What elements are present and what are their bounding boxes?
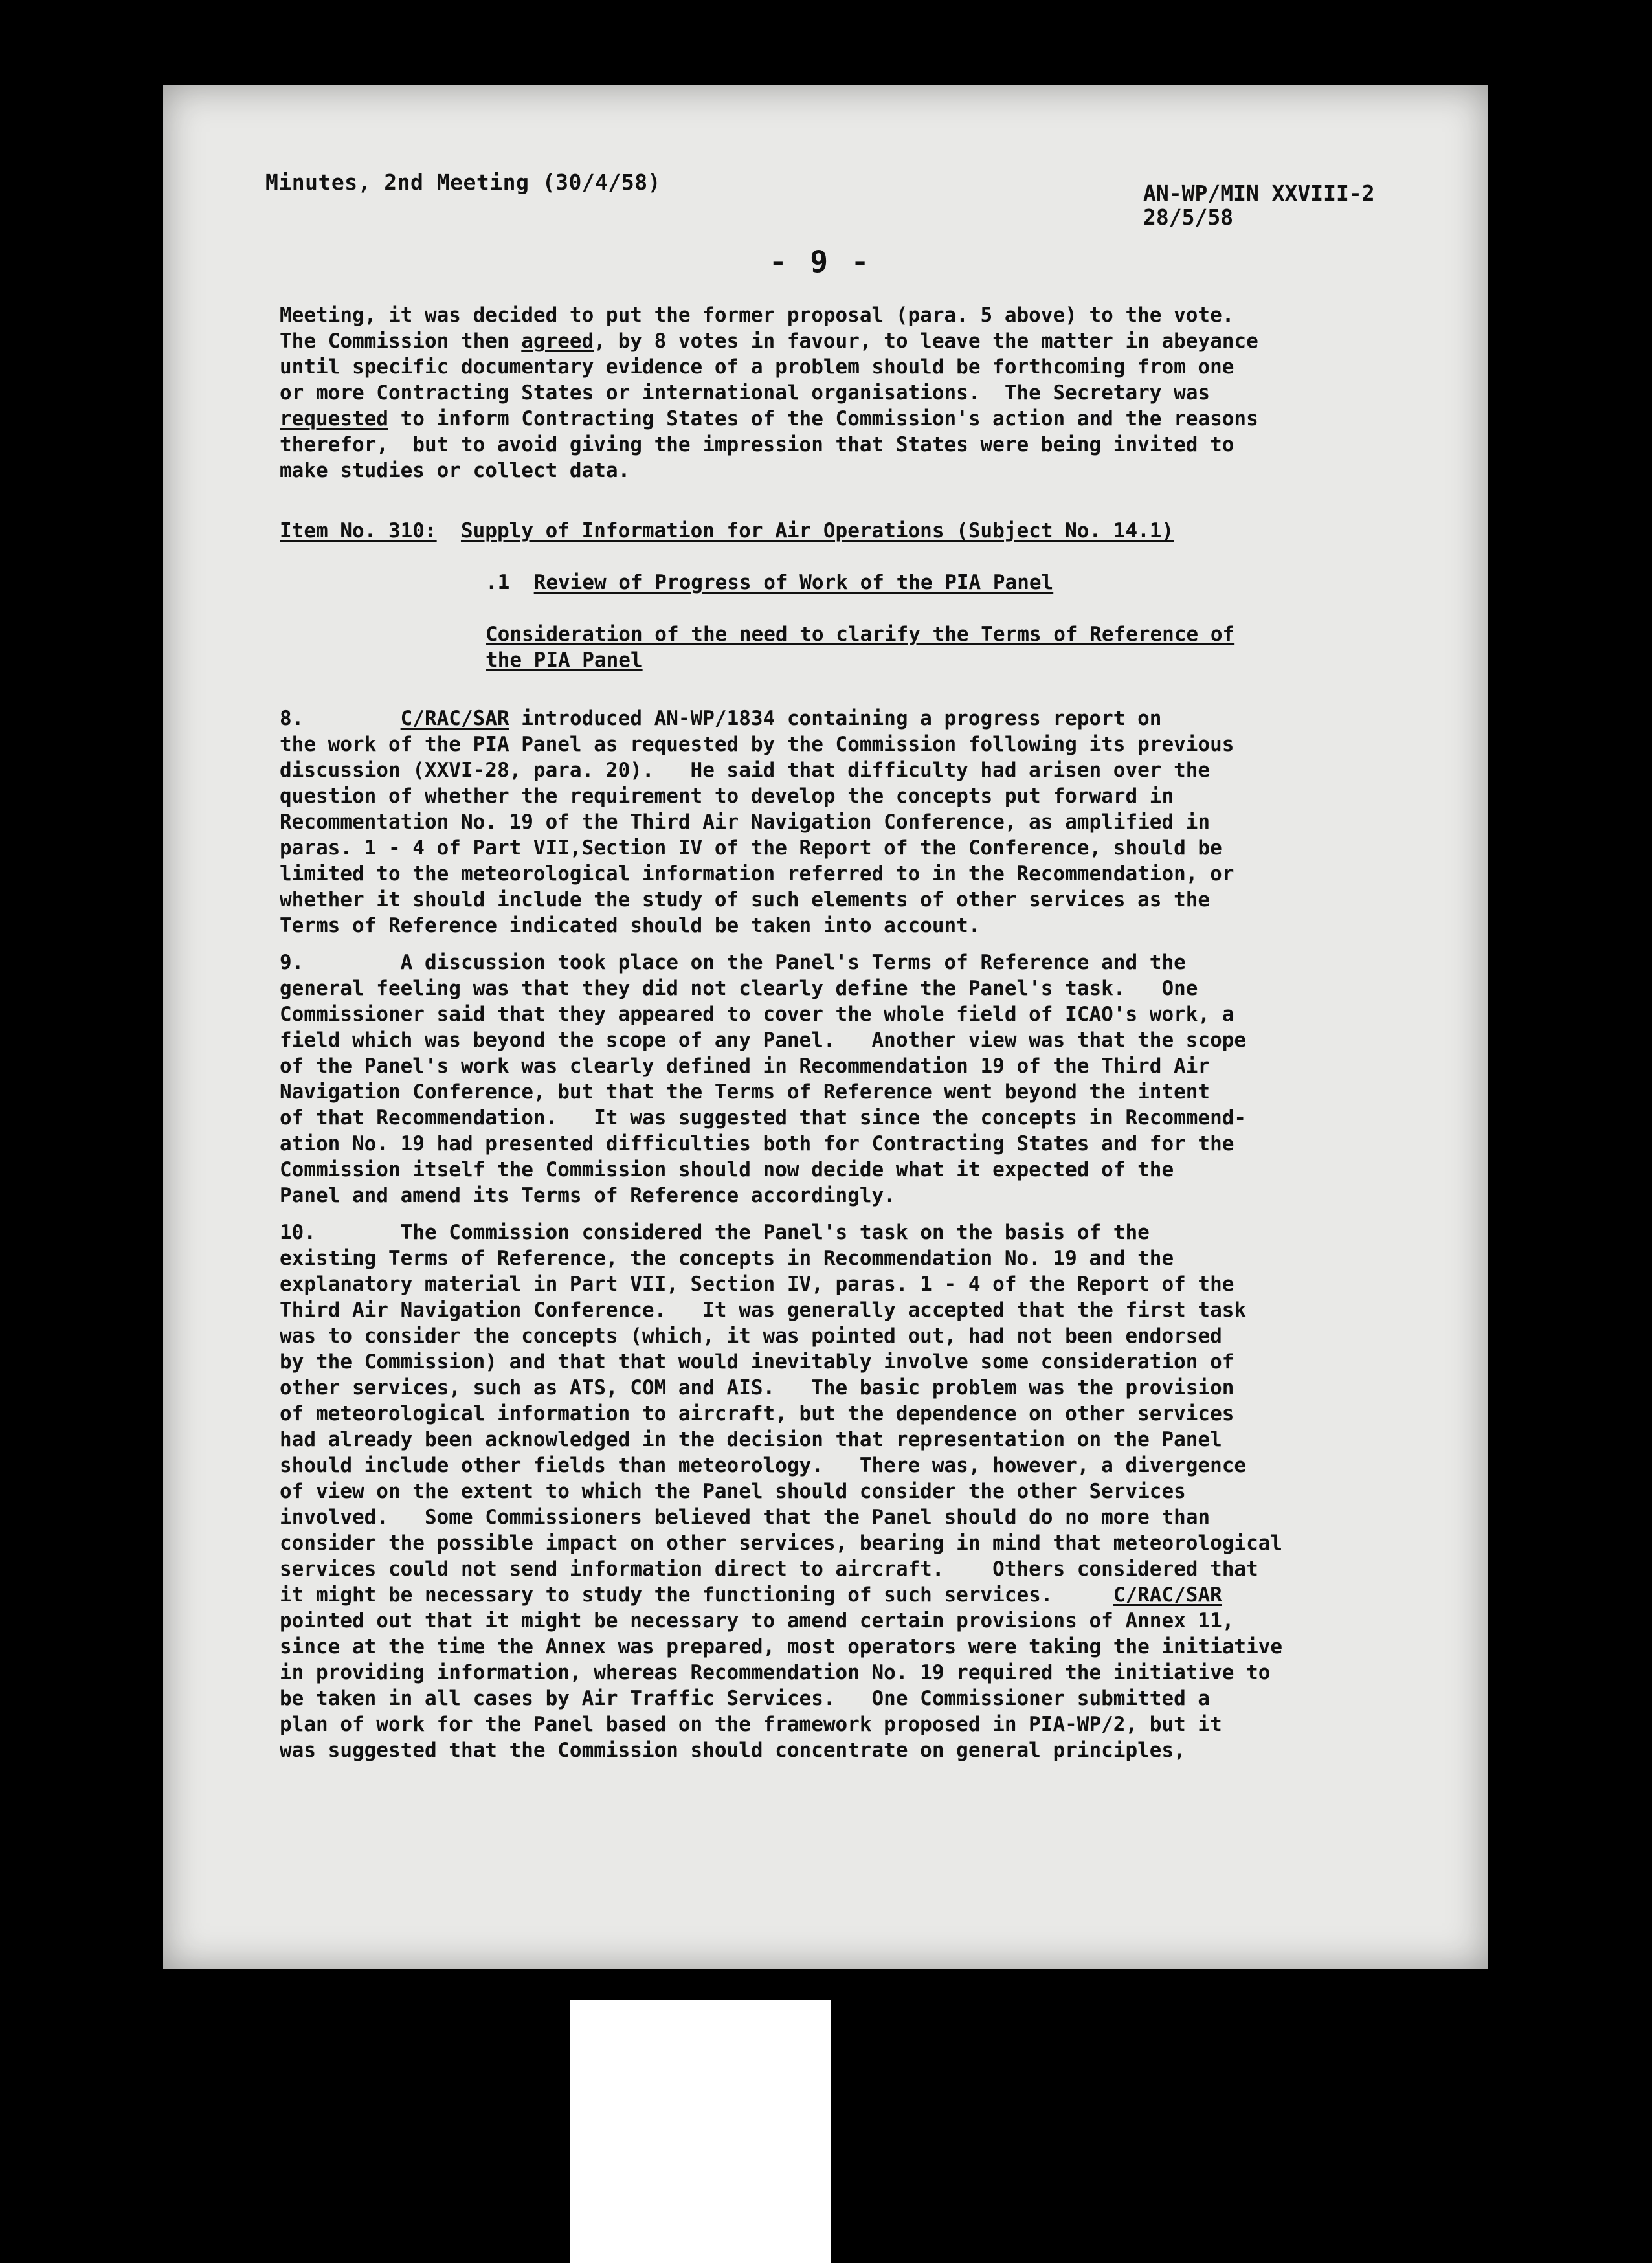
text-line: since at the time the Annex was prepared, most operators were taking the initiative (280, 1635, 1283, 1658)
consideration-line: the PIA Panel (486, 649, 643, 672)
text-line: whether it should include the study of such elements of other services as the (280, 888, 1211, 911)
text-line: was suggested that the Commission should concentrate on general principles, (280, 1739, 1186, 1762)
text-line: question of whether the requirement to develop the concepts put forward in (280, 785, 1174, 808)
paragraph-8 (280, 706, 1419, 939)
text-line: or more Contracting States or international organisations. The Secretary was (280, 381, 1211, 405)
text-line: pointed out that it might be necessary to amend certain provisions of Annex 11, (280, 1609, 1234, 1633)
item-label: Item No. 310: (280, 519, 437, 542)
text-line: plan of work for the Panel based on the framework proposed in PIA-WP/2, but it (280, 1713, 1222, 1736)
text-line: of that Recommendation. It was suggested that since the concepts in Recommend- (280, 1106, 1247, 1130)
text-line: Commissioner said that they appeared to cover the whole field of ICAO's work, a (280, 1003, 1234, 1026)
header-doc-date: 28/5/58 (1143, 205, 1234, 230)
text-line: field which was beyond the scope of any Panel. Another view was that the scope (280, 1029, 1247, 1052)
paragraph-number: 10. (280, 1221, 316, 1244)
text-line: by the Commission) and that that would inevitably involve some consideration of (280, 1350, 1234, 1374)
text-line: to inform Contracting States of the Commission's action and the reasons (388, 407, 1258, 430)
blank-label-box (570, 2000, 831, 2263)
text-line: limited to the meteorological information referred to in the Recommendation, or (280, 862, 1234, 886)
text-line: other services, such as ATS, COM and AIS. The basic problem was the provision (280, 1376, 1234, 1399)
text-line: had already been acknowledged in the decision that representation on the Panel (280, 1428, 1222, 1451)
text-line: make studies or collect data. (280, 459, 631, 482)
text-line: A discussion took place on the Panel's Terms of Reference and the (400, 951, 1186, 974)
header-meeting-title: Minutes, 2nd Meeting (30/4/58) (265, 170, 662, 195)
header-reference (1143, 181, 1375, 229)
header-doc-ref: AN-WP/MIN XXVIII-2 (1143, 181, 1375, 206)
text-line: paras. 1 - 4 of Part VII,Section IV of the Report of the Conference, should be (280, 836, 1222, 860)
text-line: was to consider the concepts (which, it was pointed out, had not been endorsed (280, 1324, 1222, 1348)
text-line: should include other fields than meteorology. There was, however, a divergence (280, 1454, 1247, 1477)
text-line: in providing information, whereas Recommendation No. 19 required the initiative to (280, 1661, 1271, 1684)
document-page (163, 85, 1488, 1969)
paragraph-number: 8. (280, 707, 304, 730)
text-line: Navigation Conference, but that the Terms of Reference went beyond the intent (280, 1080, 1211, 1104)
text-line: , by 8 votes in favour, to leave the matter in abeyance (594, 329, 1258, 353)
text-line: general feeling was that they did not clearly define the Panel's task. One (280, 977, 1198, 1000)
text-line: The Commission then (280, 329, 522, 353)
item-heading (280, 518, 1174, 544)
sub-item-heading (486, 570, 1053, 596)
paragraph-9 (280, 950, 1419, 1209)
text-line: discussion (XXVI-28, para. 20). He said that difficulty had arisen over the (280, 759, 1211, 782)
text-underlined: requested (280, 407, 388, 430)
paragraph-10 (280, 1220, 1419, 1763)
text-line: it might be necessary to study the functioning of such services. (280, 1583, 1113, 1607)
text-line: Third Air Navigation Conference. It was generally accepted that the first task (280, 1299, 1247, 1322)
text-line: Terms of Reference indicated should be taken into account. (280, 914, 981, 937)
text-line: of view on the extent to which the Panel should consider the other Services (280, 1480, 1186, 1503)
page-number: - 9 - (769, 244, 872, 279)
text-line: Meeting, it was decided to put the former proposal (para. 5 above) to the vote. (280, 304, 1234, 327)
text-line: ation No. 19 had presented difficulties both for Contracting States and for the (280, 1132, 1234, 1155)
consideration-heading (486, 621, 1234, 673)
text-line: The Commission considered the Panel's task on the basis of the (400, 1221, 1150, 1244)
paragraph-number: 9. (280, 951, 304, 974)
text-line: introduced AN-WP/1834 containing a progress report on (509, 707, 1162, 730)
text-line: until specific documentary evidence of a problem should be forthcoming from one (280, 355, 1234, 379)
item-title: Supply of Information for Air Operations (Subject No. 14.1) (460, 519, 1174, 542)
text-underlined: C/RAC/SAR (1113, 1583, 1222, 1607)
consideration-line: Consideration of the need to clarify the Terms of Reference of (486, 623, 1235, 646)
text-line: the work of the PIA Panel as requested by the Commission following its previous (280, 733, 1234, 756)
text-line: involved. Some Commissioners believed that the Panel should do no more than (280, 1506, 1211, 1529)
text-underlined: agreed (521, 329, 594, 353)
text-line: Commission itself the Commission should now decide what it expected of the (280, 1158, 1174, 1181)
text-line: explanatory material in Part VII, Section IV, paras. 1 - 4 of the Report of the (280, 1273, 1234, 1296)
sub-item-title: Review of Progress of Work of the PIA Panel (533, 571, 1054, 594)
text-line: of the Panel's work was clearly defined in Recommendation 19 of the Third Air (280, 1054, 1211, 1078)
text-line: consider the possible impact on other services, bearing in mind that meteorological (280, 1532, 1283, 1555)
text-line: be taken in all cases by Air Traffic Services. One Commissioner submitted a (280, 1687, 1211, 1710)
text-line: services could not send information direct to aircraft. Others considered that (280, 1557, 1258, 1581)
text-line: Panel and amend its Terms of Reference accordingly. (280, 1184, 896, 1207)
sub-item-number: .1 (486, 571, 510, 594)
intro-paragraph (280, 302, 1419, 484)
text-line: therefor, but to avoid giving the impression that States were being invited to (280, 433, 1234, 456)
text-line: of meteorological information to aircraft, but the dependence on other services (280, 1402, 1234, 1425)
text-underlined: C/RAC/SAR (400, 707, 509, 730)
text-line: Recommentation No. 19 of the Third Air Navigation Conference, as amplified in (280, 810, 1211, 834)
text-line: existing Terms of Reference, the concepts in Recommendation No. 19 and the (280, 1247, 1174, 1270)
